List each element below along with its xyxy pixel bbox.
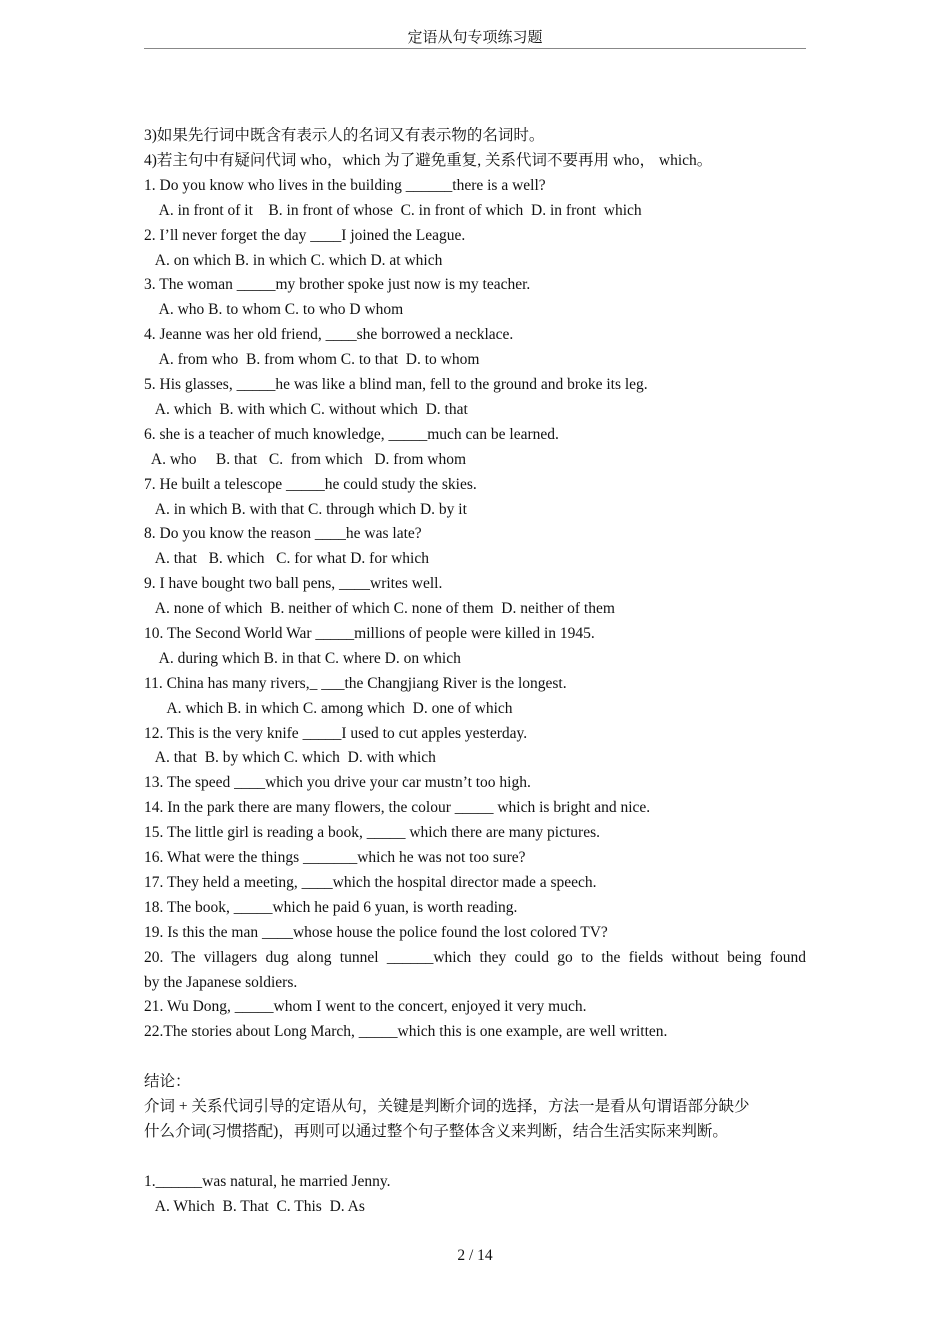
question: 19. Is this the man ____whose house the police found the lost colored TV? <box>144 924 608 941</box>
conclusion-text: 介词 + 关系代词引导的定语从句，关键是判断介词的选择，方法一是看从句谓语部分缺少 <box>144 1098 750 1115</box>
rule-line: 3)如果先行词中既含有表示人的名词又有表示物的名词时。 <box>144 127 545 144</box>
options: A. who B. that C. from which D. from whom <box>144 451 467 468</box>
options: A. from who B. from whom C. to that D. to whom <box>144 351 480 368</box>
options: A. that B. by which C. which D. with which <box>144 749 436 766</box>
options: A. in which B. with that C. through which D. by it <box>144 501 467 518</box>
question: 15. The little girl is reading a book, _____ which there are many pictures. <box>144 824 600 841</box>
question: 8. Do you know the reason ____he was late? <box>144 525 422 542</box>
options: A. that B. which C. for what D. for which <box>144 550 429 567</box>
options: A. which B. with which C. without which D. that <box>144 401 468 418</box>
options: A. who B. to whom C. to who D whom <box>144 301 404 318</box>
options: A. Which B. That C. This D. As <box>144 1198 365 1215</box>
question: 20. The villagers dug along tunnel ______which they could go to the fields without being found <box>144 949 806 966</box>
question: 10. The Second World War _____millions of people were killed in 1945. <box>144 625 595 642</box>
page-header: 定语从句专项练习题 <box>144 28 806 49</box>
question: 4. Jeanne was her old friend, ____she borrowed a necklace. <box>144 326 514 343</box>
question: 18. The book, _____which he paid 6 yuan, is worth reading. <box>144 899 518 916</box>
question: 2. I’ll never forget the day ____I joined the League. <box>144 227 466 244</box>
question: 11. China has many rivers,_ ___the Changjiang River is the longest. <box>144 675 567 692</box>
conclusion-text: 什么介词(习惯搭配)，再则可以通过整个句子整体含义来判断，结合生活实际来判断。 <box>144 1123 728 1140</box>
question: 12. This is the very knife _____I used to cut apples yesterday. <box>144 725 528 742</box>
question: 1. Do you know who lives in the building ______there is a well? <box>144 177 546 194</box>
options: A. on which B. in which C. which D. at which <box>144 252 443 269</box>
question: 1.______was natural, he married Jenny. <box>144 1173 391 1190</box>
options: A. which B. in which C. among which D. one of which <box>144 700 513 717</box>
question: 13. The speed ____which you drive your car mustn’t too high. <box>144 774 531 791</box>
question: 9. I have bought two ball pens, ____writes well. <box>144 575 443 592</box>
options: A. none of which B. neither of which C. none of them D. neither of them <box>144 600 615 617</box>
question: 21. Wu Dong, _____whom I went to the concert, enjoyed it very much. <box>144 998 587 1015</box>
question: 14. In the park there are many flowers, the colour _____ which is bright and nice. <box>144 799 651 816</box>
question-continuation: by the Japanese soldiers. <box>144 974 298 991</box>
options: A. during which B. in that C. where D. on which <box>144 650 461 667</box>
question: 5. His glasses, _____he was like a blind man, fell to the ground and broke its leg. <box>144 376 648 393</box>
question: 3. The woman _____my brother spoke just now is my teacher. <box>144 276 531 293</box>
question: 17. They held a meeting, ____which the hospital director made a speech. <box>144 874 597 891</box>
question: 16. What were the things _______which he was not too sure? <box>144 849 526 866</box>
options: A. in front of it B. in front of whose C. in front of which D. in front which <box>144 202 642 219</box>
question: 6. she is a teacher of much knowledge, _____much can be learned. <box>144 426 559 443</box>
page-number: 2 / 14 <box>457 1247 493 1264</box>
rule-line: 4)若主句中有疑问代词 who，which 为了避免重复, 关系代词不要再用 who， which。 <box>144 152 713 169</box>
question: 22.The stories about Long March, _____which this is one example, are well written. <box>144 1023 668 1040</box>
question: 7. He built a telescope _____he could study the skies. <box>144 476 477 493</box>
conclusion-heading: 结论： <box>144 1073 191 1090</box>
